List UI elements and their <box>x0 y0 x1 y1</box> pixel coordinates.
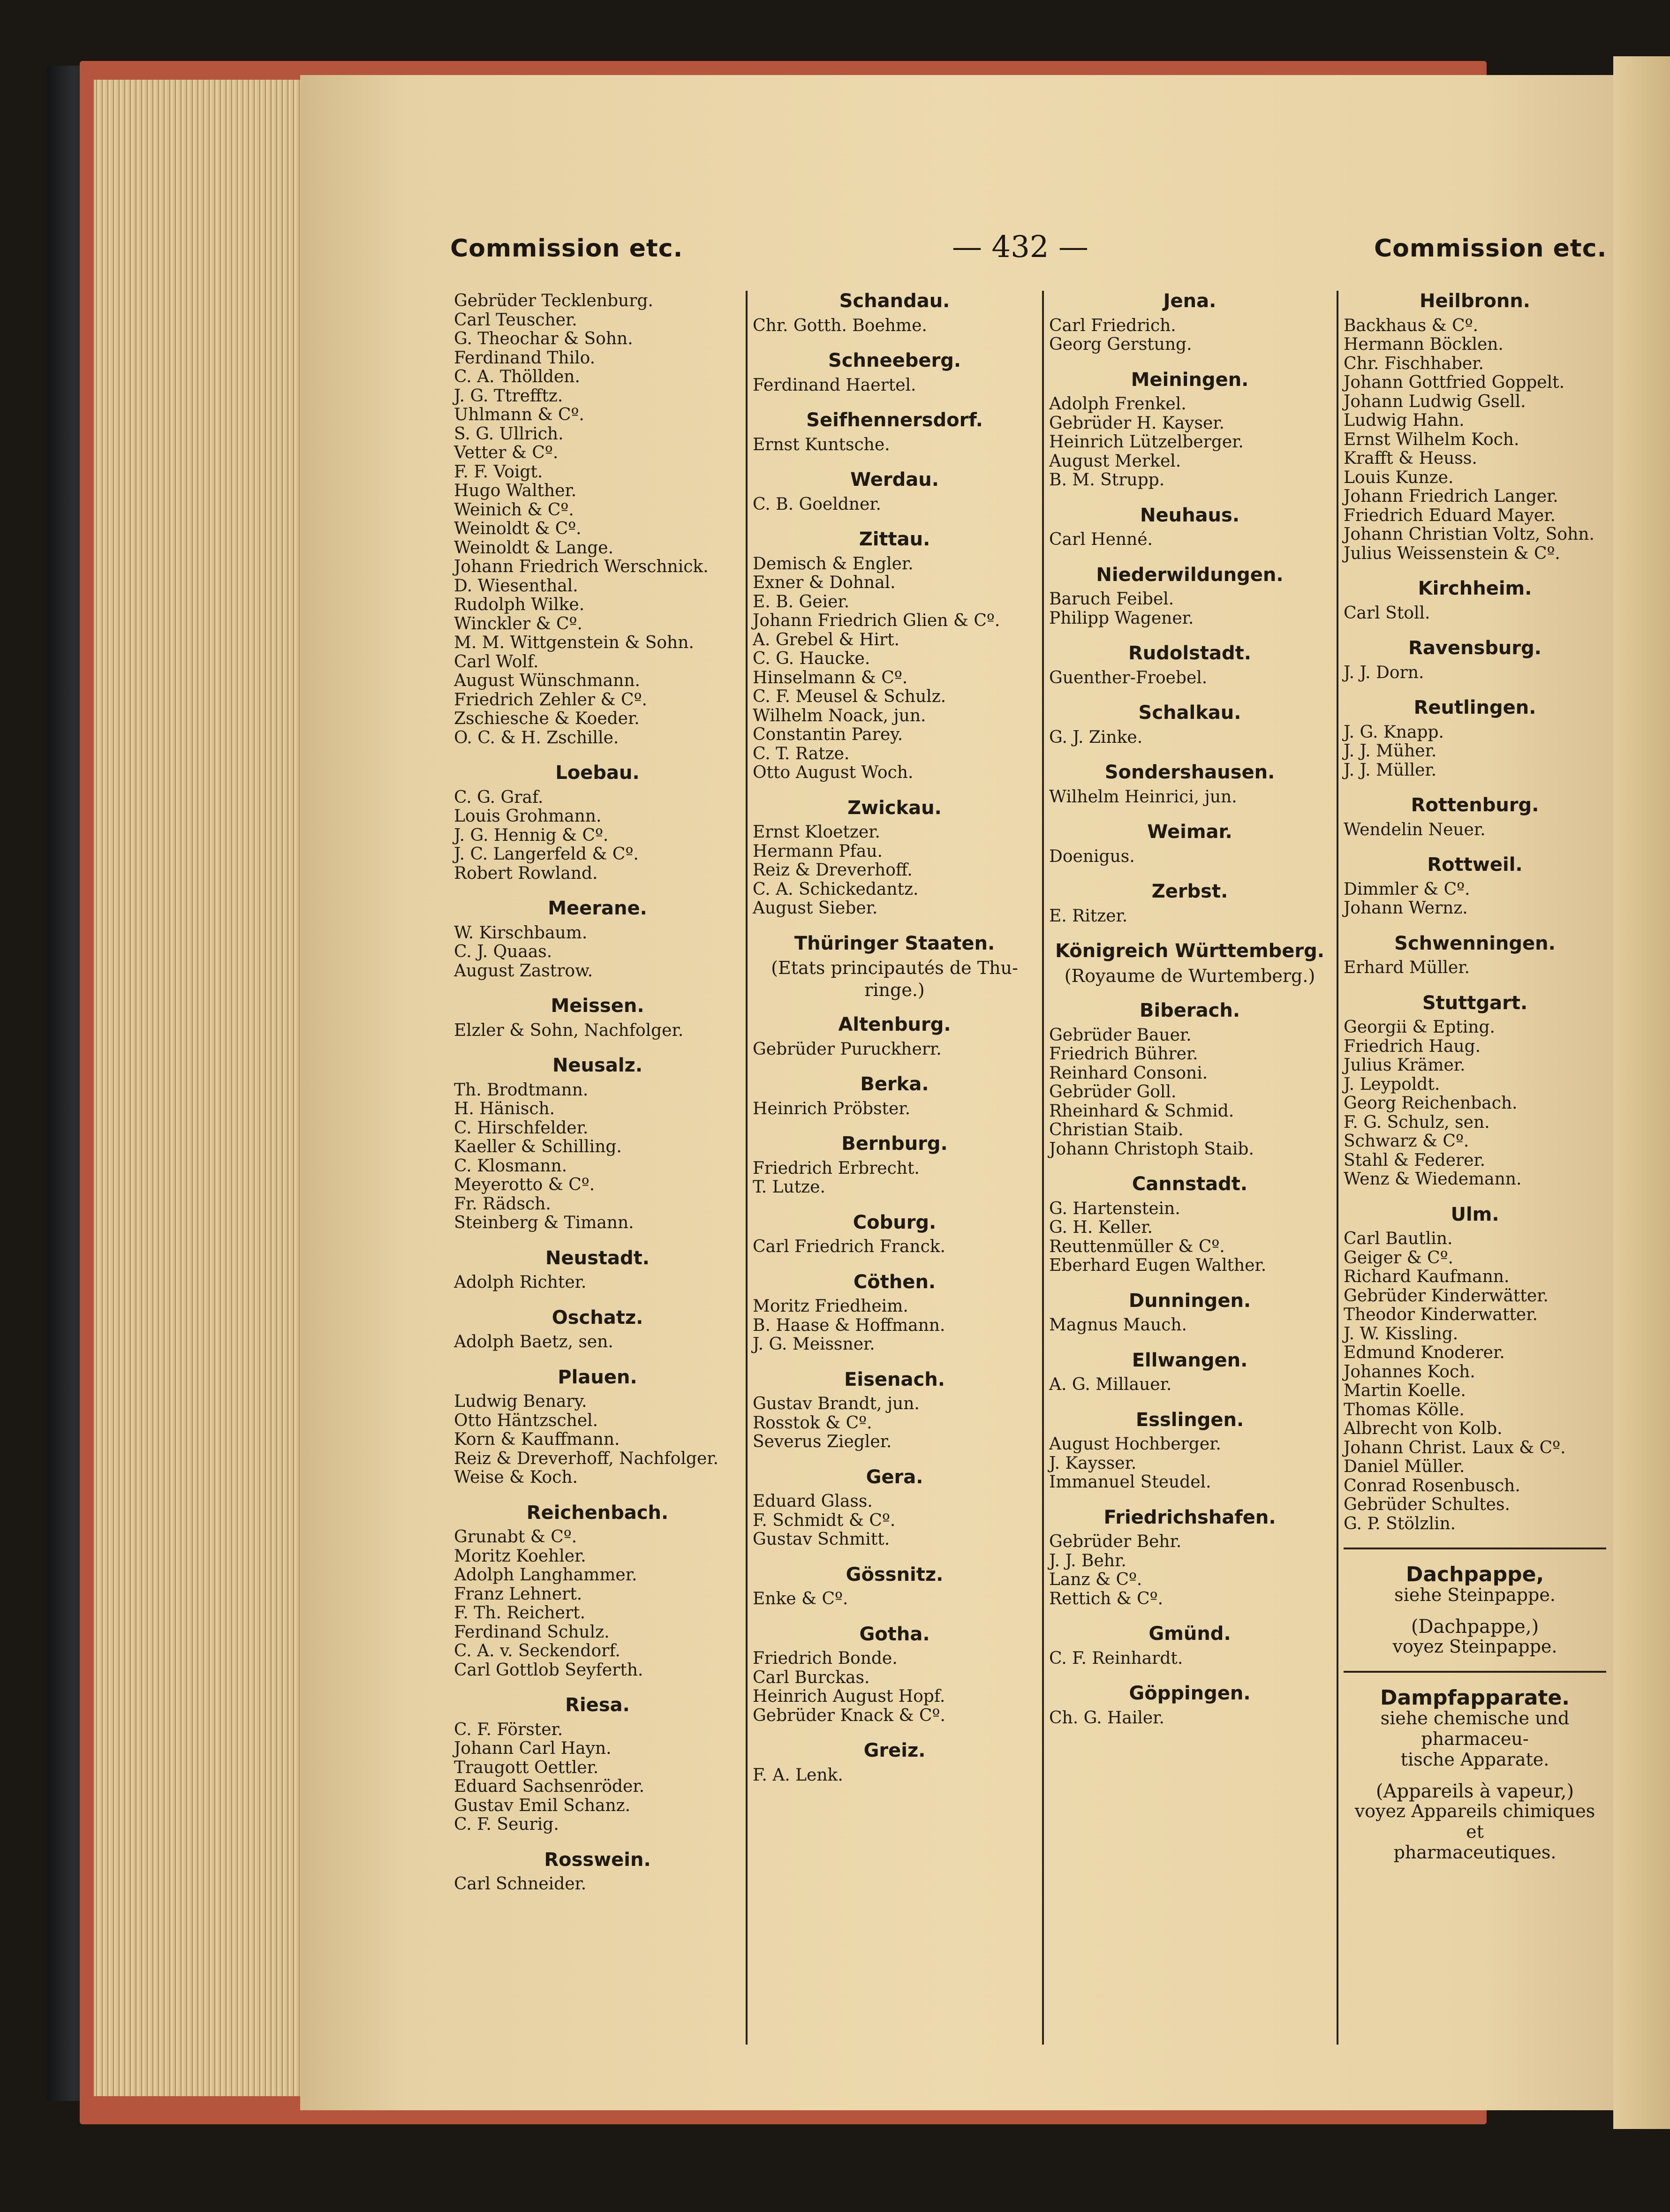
firm-entry: Johann Wernz. <box>1344 898 1468 918</box>
firm-entry: F. A. Lenk. <box>753 1765 843 1785</box>
firm-entry: Adolph Baetz, sen. <box>454 1332 613 1351</box>
firm-entry: Carl Friedrich. <box>1049 316 1176 335</box>
firm-entry: G. P. Stölzlin. <box>1344 1514 1456 1533</box>
firm-entry: Weinoldt & Lange. <box>454 538 614 558</box>
firm-entry: Theodor Kinderwatter. <box>1344 1305 1538 1324</box>
city-heading: Gotha. <box>859 1623 930 1645</box>
city-heading: Coburg. <box>853 1211 937 1233</box>
firm-entry: Gebrüder Tecklenburg. <box>454 291 653 310</box>
firm-entry: C. F. Meusel & Schulz. <box>753 687 946 706</box>
column-2 <box>753 292 1036 1785</box>
firm-entry: Lanz & Cº. <box>1049 1570 1142 1589</box>
firm-entry: Gebrüder Schultes. <box>1344 1495 1510 1514</box>
city-heading: Altenburg. <box>838 1014 951 1035</box>
firm-entry: J. J. Dorn. <box>1344 663 1424 682</box>
firm-entry: G. H. Keller. <box>1049 1218 1153 1237</box>
firm-entry: Ludwig Hahn. <box>1344 411 1465 430</box>
firm-entry: Moritz Koehler. <box>454 1546 586 1566</box>
city-heading: Ulm. <box>1451 1203 1499 1225</box>
firm-entry: Carl Friedrich Franck. <box>753 1237 945 1256</box>
firm-entry: Franz Lehnert. <box>454 1584 582 1604</box>
firm-entry: Friedrich Erbrecht. <box>753 1158 920 1178</box>
firm-entry: J. W. Kissling. <box>1344 1324 1458 1344</box>
firm-entry: Wilhelm Noack, jun. <box>753 706 926 725</box>
firm-entry: Johann Friedrich Glien & Cº. <box>753 611 1000 630</box>
firm-entry: Ch. G. Hailer. <box>1049 1708 1164 1728</box>
book-page <box>300 75 1613 2110</box>
firm-entry: Carl Henné. <box>1049 530 1153 549</box>
cross-reference: siehe chemische und pharmaceu- <box>1380 1707 1570 1749</box>
city-heading: Bernburg. <box>841 1133 948 1155</box>
firm-entry: J. J. Behr. <box>1049 1551 1126 1570</box>
firm-entry: Johann Carl Hayn. <box>454 1739 612 1758</box>
firm-entry: Albrecht von Kolb. <box>1344 1419 1503 1438</box>
firm-entry: Heinrich Lützelberger. <box>1049 432 1244 452</box>
region-subtitle: (Etats principautés de Thu- <box>771 958 1018 978</box>
column-3 <box>1049 292 1330 1728</box>
column-rule <box>746 291 748 2045</box>
firm-entry: Julius Weissenstein & Cº. <box>1344 544 1560 563</box>
firm-entry: Adolph Frenkel. <box>1049 394 1186 414</box>
firm-entry: G. Hartenstein. <box>1049 1199 1180 1218</box>
city-heading: Schalkau. <box>1138 702 1241 724</box>
firm-entry: Eduard Sachsenröder. <box>454 1777 645 1796</box>
firm-entry: C. B. Goeldner. <box>753 494 881 514</box>
facing-page-edge <box>1613 56 1670 2129</box>
firm-entry: Gebrüder Bauer. <box>1049 1025 1192 1045</box>
firm-entry: Carl Bautlin. <box>1344 1229 1453 1248</box>
city-heading: Eisenach. <box>844 1368 945 1390</box>
firm-entry: Daniel Müller. <box>1344 1457 1465 1476</box>
firm-entry: T. Lutze. <box>753 1178 825 1197</box>
city-heading: Gera. <box>866 1466 923 1488</box>
firm-entry: Gustav Brandt, jun. <box>753 1394 920 1413</box>
firm-entry: Thomas Kölle. <box>1344 1400 1465 1419</box>
firm-entry: J. Leypoldt. <box>1344 1074 1440 1094</box>
firm-entry: Friedrich Haug. <box>1344 1036 1481 1056</box>
column-rule <box>1337 291 1338 2045</box>
firm-entry: Gebrüder Goll. <box>1049 1082 1177 1102</box>
city-heading: Dunningen. <box>1128 1290 1251 1312</box>
city-heading: Jena. <box>1163 290 1217 312</box>
firm-entry: Richard Kaufmann. <box>1344 1267 1510 1286</box>
firm-entry: C. A. Schickedantz. <box>753 879 919 899</box>
firm-entry: Friedrich Bührer. <box>1049 1044 1198 1064</box>
firm-entry: J. J. Müller. <box>1344 760 1437 780</box>
city-heading: Gmünd. <box>1149 1623 1231 1645</box>
firm-entry: J. G. Knapp. <box>1344 722 1444 742</box>
firm-entry: Georg Gerstung. <box>1049 335 1192 354</box>
firm-entry: Weinoldt & Cº. <box>454 519 582 538</box>
firm-entry: Johannes Koch. <box>1344 1362 1475 1382</box>
city-heading: Plauen. <box>558 1366 637 1388</box>
firm-entry: Hinselmann & Cº. <box>753 668 908 687</box>
firm-entry: Exner & Dohnal. <box>753 573 896 592</box>
firm-entry: Enke & Cº. <box>753 1589 848 1608</box>
firm-entry: Philipp Wagener. <box>1049 608 1194 628</box>
firm-entry: Zschiesche & Koeder. <box>454 709 640 728</box>
firm-entry: Johann Christian Voltz, Sohn. <box>1344 525 1594 544</box>
city-heading: Sondershausen. <box>1104 762 1275 783</box>
firm-entry: Schwarz & Cº. <box>1344 1132 1469 1151</box>
city-heading: Biberach. <box>1139 1000 1240 1021</box>
firm-entry: C. A. v. Seckendorf. <box>454 1641 620 1661</box>
firm-entry: Chr. Fischhaber. <box>1344 354 1484 373</box>
firm-entry: S. G. Ullrich. <box>454 424 564 444</box>
firm-entry: Carl Schneider. <box>454 1874 587 1894</box>
city-heading: Loebau. <box>555 762 640 784</box>
firm-entry: Wilhelm Heinrici, jun. <box>1049 787 1237 807</box>
firm-entry: Doenigus. <box>1049 846 1135 866</box>
city-heading: Niederwildungen. <box>1096 564 1284 586</box>
french-cross-reference: pharmaceutiques. <box>1393 1842 1557 1863</box>
firm-entry: Gustav Schmitt. <box>753 1530 890 1549</box>
firm-entry: Hermann Böcklen. <box>1344 335 1504 354</box>
french-cross-reference: voyez Steinpappe. <box>1392 1636 1557 1657</box>
firm-entry: E. Ritzer. <box>1049 906 1128 926</box>
firm-entry: H. Hänisch. <box>454 1099 555 1118</box>
category-heading: Dampfapparate. <box>1380 1686 1570 1710</box>
column-1 <box>454 292 741 1894</box>
firm-entry: J. C. Langerfeld & Cº. <box>454 845 639 864</box>
firm-entry: C. J. Quaas. <box>454 942 552 961</box>
city-heading: Schneeberg. <box>828 350 961 371</box>
firm-entry: Dimmler & Cº. <box>1344 879 1470 899</box>
firm-entry: Gebrüder Behr. <box>1049 1532 1182 1551</box>
firm-entry: Louis Kunze. <box>1344 468 1454 487</box>
firm-entry: Johann Ludwig Gsell. <box>1344 392 1526 411</box>
firm-entry: Reiz & Dreverhoff, Nachfolger. <box>454 1449 718 1468</box>
firm-entry: Otto Häntzschel. <box>454 1411 598 1430</box>
firm-entry: Georgii & Epting. <box>1344 1018 1495 1037</box>
firm-entry: A. G. Millauer. <box>1049 1375 1172 1394</box>
firm-entry: Gebrüder Kinderwätter. <box>1344 1286 1549 1306</box>
firm-entry: Rudolph Wilke. <box>454 595 585 614</box>
firm-entry: Gebrüder Puruckherr. <box>753 1039 942 1059</box>
firm-entry: Weise & Koch. <box>454 1468 578 1487</box>
firm-entry: Carl Teuscher. <box>454 310 577 330</box>
firm-entry: Uhlmann & Cº. <box>454 405 584 424</box>
firm-entry: J. G. Meissner. <box>753 1335 875 1354</box>
firm-entry: C. Klosmann. <box>454 1156 567 1176</box>
firm-entry: Robert Rowland. <box>454 863 598 883</box>
french-heading: (Dachpappe,) <box>1411 1616 1539 1638</box>
firm-entry: Baruch Feibel. <box>1049 589 1174 609</box>
firm-entry: Kaeller & Schilling. <box>454 1137 622 1156</box>
city-heading: Zwickau. <box>847 797 942 819</box>
firm-entry: A. Grebel & Hirt. <box>753 630 899 649</box>
region-heading: Thüringer Staaten. <box>794 932 995 954</box>
firm-entry: D. Wiesenthal. <box>454 576 578 596</box>
category-heading: Dachpappe, <box>1406 1563 1544 1586</box>
city-heading: Meerane. <box>548 898 647 919</box>
city-heading: Cöthen. <box>853 1271 936 1293</box>
firm-entry: E. B. Geier. <box>753 592 850 612</box>
city-heading: Esslingen. <box>1135 1409 1244 1431</box>
firm-entry: Grunabt & Cº. <box>454 1527 577 1547</box>
firm-entry: Georg Reichenbach. <box>1344 1094 1518 1113</box>
firm-entry: Ludwig Benary. <box>454 1392 587 1411</box>
firm-entry: Ernst Kloetzer. <box>753 823 880 842</box>
city-heading: Neusalz. <box>552 1055 643 1076</box>
firm-entry: Steinberg & Timann. <box>454 1213 634 1232</box>
city-heading: Greiz. <box>863 1740 926 1761</box>
firm-entry: Ferdinand Thilo. <box>454 348 596 368</box>
firm-entry: Heinrich August Hopf. <box>753 1687 945 1706</box>
cross-reference: tische Apparate. <box>1400 1749 1549 1770</box>
city-heading: Weimar. <box>1147 821 1232 843</box>
firm-entry: C. T. Ratze. <box>753 744 850 763</box>
firm-entry: August Merkel. <box>1049 451 1181 471</box>
firm-entry: C. A. Thöllden. <box>454 367 580 386</box>
firm-entry: Reuttenmüller & Cº. <box>1049 1237 1225 1256</box>
cross-reference: siehe Steinpappe. <box>1394 1584 1556 1605</box>
firm-entry: Eberhard Eugen Walther. <box>1049 1256 1267 1275</box>
city-heading: Rottenburg. <box>1411 794 1539 816</box>
city-heading: Kirchheim. <box>1418 578 1532 599</box>
firm-entry: Traugott Oettler. <box>454 1758 599 1777</box>
city-heading: Meiningen. <box>1131 369 1249 391</box>
firm-entry: Julius Krämer. <box>1344 1056 1466 1075</box>
firm-entry: C. Hirschfelder. <box>454 1118 589 1138</box>
firm-entry: Martin Koelle. <box>1344 1381 1466 1400</box>
city-heading: Zerbst. <box>1151 881 1228 902</box>
firm-entry: Wenz & Wiedemann. <box>1344 1170 1522 1189</box>
firm-entry: August Hochberger. <box>1049 1434 1221 1454</box>
city-heading: Reutlingen. <box>1413 697 1536 718</box>
firm-entry: Johann Gottfried Goppelt. <box>1344 373 1565 392</box>
firm-entry: Ferdinand Haertel. <box>753 375 916 395</box>
firm-entry: Friedrich Bonde. <box>753 1649 898 1668</box>
firm-entry: Krafft & Heuss. <box>1344 449 1477 468</box>
firm-entry: Heinrich Pröbster. <box>753 1099 911 1118</box>
firm-entry: Louis Grohmann. <box>454 807 602 826</box>
firm-entry: G. Theochar & Sohn. <box>454 329 633 348</box>
section-divider <box>1344 1548 1606 1549</box>
firm-entry: Stahl & Federer. <box>1344 1150 1486 1170</box>
firm-entry: Gustav Emil Schanz. <box>454 1796 631 1815</box>
firm-entry: C. G. Haucke. <box>753 649 870 668</box>
firm-entry: Gebrüder H. Kayser. <box>1049 413 1224 433</box>
city-heading: Friedrichshafen. <box>1103 1506 1276 1528</box>
firm-entry: Reinhard Consoni. <box>1049 1063 1208 1083</box>
page-number: — 432 — <box>952 230 1088 264</box>
firm-entry: Severus Ziegler. <box>753 1432 892 1451</box>
firm-entry: F. Th. Reichert. <box>454 1603 586 1623</box>
firm-entry: Otto August Woch. <box>753 763 914 782</box>
firm-entry: Rheinhard & Schmid. <box>1049 1101 1234 1121</box>
firm-entry: C. G. Graf. <box>454 787 544 807</box>
firm-entry: August Sieber. <box>753 898 878 918</box>
city-heading: Oschatz. <box>552 1306 643 1329</box>
firm-entry: Erhard Müller. <box>1344 958 1470 977</box>
firm-entry: Backhaus & Cº. <box>1344 316 1479 335</box>
city-heading: Reichenbach. <box>526 1502 669 1524</box>
city-heading: Berka. <box>860 1073 929 1095</box>
city-heading: Gössnitz. <box>846 1563 944 1585</box>
firm-entry: Johann Friedrich Langer. <box>1344 487 1558 506</box>
firm-entry: Ernst Wilhelm Koch. <box>1344 430 1519 449</box>
city-heading: Ellwangen. <box>1132 1349 1248 1371</box>
firm-entry: Ferdinand Schulz. <box>454 1622 610 1642</box>
region-heading: Königreich Württemberg. <box>1055 940 1324 962</box>
city-heading: Heilbronn. <box>1419 290 1530 312</box>
firm-entry: Vetter & Cº. <box>454 443 559 462</box>
region-subtitle: ringe.) <box>864 979 925 1000</box>
column-4 <box>1344 292 1606 1863</box>
firm-entry: August Zastrow. <box>454 961 593 981</box>
firm-entry: Carl Stoll. <box>1344 603 1430 623</box>
firm-entry: Wendelin Neuer. <box>1344 820 1486 839</box>
firm-entry: Immanuel Steudel. <box>1049 1472 1211 1492</box>
firm-entry: M. M. Wittgenstein & Sohn. <box>454 633 694 652</box>
firm-entry: Th. Brodtmann. <box>454 1080 589 1100</box>
firm-entry: W. Kirschbaum. <box>454 923 588 943</box>
running-header-right: Commission etc. <box>1374 234 1607 263</box>
city-heading: Rudolstadt. <box>1128 642 1251 664</box>
firm-entry: Meyerotto & Cº. <box>454 1175 595 1194</box>
city-heading: Schwenningen. <box>1394 932 1556 954</box>
city-heading: Seifhennersdorf. <box>806 409 983 431</box>
firm-entry: August Wünschmann. <box>454 671 640 690</box>
region-subtitle: (Royaume de Wurtemberg.) <box>1064 965 1315 986</box>
firm-entry: J. G. Ttrefftz. <box>454 386 563 406</box>
firm-entry: Ernst Kuntsche. <box>753 435 890 454</box>
firm-entry: Eduard Glass. <box>753 1492 873 1511</box>
firm-entry: Demisch & Engler. <box>753 554 914 574</box>
firm-entry: Hugo Walther. <box>454 481 577 500</box>
french-heading: (Appareils à vapeur,) <box>1375 1780 1574 1802</box>
firm-entry: Johann Friedrich Werschnick. <box>454 557 709 576</box>
city-heading: Neustadt. <box>545 1247 650 1269</box>
firm-entry: B. M. Strupp. <box>1049 470 1165 490</box>
firm-entry: Conrad Rosenbusch. <box>1344 1476 1520 1495</box>
city-heading: Neuhaus. <box>1140 504 1240 526</box>
city-heading: Meissen. <box>551 995 644 1017</box>
firm-entry: Carl Wolf. <box>454 652 539 672</box>
column-rule <box>1042 291 1044 2045</box>
firm-entry: Reiz & Dreverhoff. <box>753 861 913 880</box>
firm-entry: Edmund Knoderer. <box>1344 1343 1505 1362</box>
firm-entry: Magnus Mauch. <box>1049 1315 1187 1335</box>
firm-entry: Weinich & Cº. <box>454 500 574 520</box>
firm-entry: J. Kaysser. <box>1049 1453 1137 1473</box>
firm-entry: Korn & Kauffmann. <box>454 1430 620 1449</box>
firm-entry: Moritz Friedheim. <box>753 1297 908 1316</box>
firm-entry: Rosstok & Cº. <box>753 1413 872 1433</box>
firm-entry: C. F. Reinhardt. <box>1049 1648 1183 1668</box>
firm-entry: Carl Burckas. <box>753 1668 870 1687</box>
city-heading: Ravensburg. <box>1408 637 1542 659</box>
firm-entry: Chr. Gotth. Boehme. <box>753 316 927 335</box>
firm-entry: J. J. Müher. <box>1344 741 1437 761</box>
firm-entry: Johann Christ. Laux & Cº. <box>1344 1438 1566 1457</box>
firm-entry: Adolph Langhammer. <box>454 1565 637 1585</box>
section-divider <box>1344 1671 1606 1673</box>
firm-entry: O. C. & H. Zschille. <box>454 728 619 747</box>
firm-entry: Fr. Rädsch. <box>454 1194 551 1214</box>
firm-entry: Constantin Parey. <box>753 725 903 744</box>
city-heading: Stuttgart. <box>1422 992 1528 1014</box>
firm-entry: Gebrüder Knack & Cº. <box>753 1706 945 1725</box>
firm-entry: Adolph Richter. <box>454 1273 587 1292</box>
firm-entry: B. Haase & Hoffmann. <box>753 1315 945 1335</box>
firm-entry: Guenther-Froebel. <box>1049 668 1208 687</box>
firm-entry: Elzler & Sohn, Nachfolger. <box>454 1020 684 1040</box>
firm-entry: Friedrich Zehler & Cº. <box>454 690 647 710</box>
running-header-left: Commission etc. <box>450 234 683 263</box>
firm-entry: F. F. Voigt. <box>454 462 543 482</box>
firm-entry: Hermann Pfau. <box>753 841 883 861</box>
city-heading: Rottweil. <box>1427 854 1523 876</box>
city-heading: Rosswein. <box>544 1849 651 1871</box>
firm-entry: C. F. Förster. <box>454 1720 563 1739</box>
city-heading: Werdau. <box>850 469 939 491</box>
page-edges <box>94 80 305 2096</box>
firm-entry: C. F. Seurig. <box>454 1815 559 1834</box>
firm-entry: Christian Staib. <box>1049 1120 1184 1140</box>
city-heading: Zittau. <box>859 528 930 550</box>
firm-entry: F. Schmidt & Cº. <box>753 1510 896 1530</box>
city-heading: Schandau. <box>839 290 950 312</box>
firm-entry: F. G. Schulz, sen. <box>1344 1112 1490 1132</box>
firm-entry: G. J. Zinke. <box>1049 727 1143 747</box>
city-heading: Cannstadt. <box>1132 1173 1248 1195</box>
french-cross-reference: voyez Appareils chimiques et <box>1354 1801 1595 1842</box>
firm-entry: Rettich & Cº. <box>1049 1589 1164 1608</box>
city-heading: Göppingen. <box>1129 1683 1251 1704</box>
firm-entry: Johann Christoph Staib. <box>1049 1139 1254 1159</box>
firm-entry: Friedrich Eduard Mayer. <box>1344 506 1556 525</box>
city-heading: Riesa. <box>565 1694 630 1716</box>
firm-entry: J. G. Hennig & Cº. <box>454 825 609 845</box>
firm-entry: Geiger & Cº. <box>1344 1248 1453 1268</box>
firm-entry: Carl Gottlob Seyferth. <box>454 1660 643 1680</box>
firm-entry: Winckler & Cº. <box>454 614 582 634</box>
